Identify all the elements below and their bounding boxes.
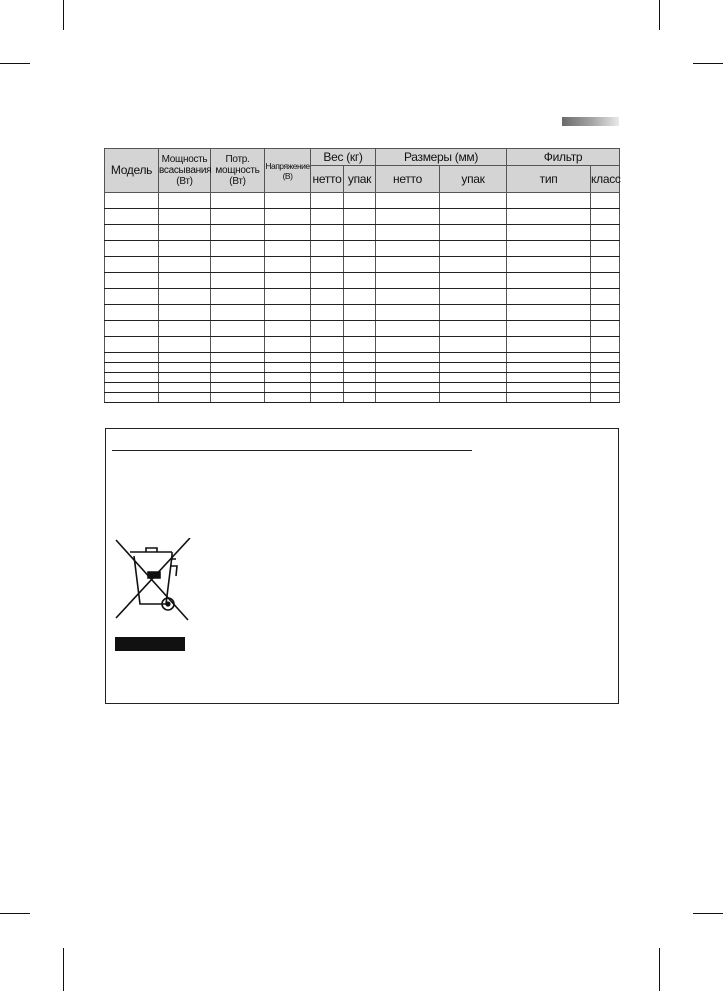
header-voltage: Напряжение (В) [265,149,311,193]
header-model: Модель [105,149,159,193]
table-row [105,353,620,363]
disposal-marking-bar [115,637,185,651]
crop-mark-top-left-v [63,0,64,30]
header-filter-class: класс [591,166,620,193]
header-weight-net: нетто [311,166,344,193]
header-weight: Вес (кг) [311,149,376,166]
table-row [105,393,620,403]
table-row [105,363,620,373]
crop-mark-top-right-h [693,63,723,64]
table-row [105,209,620,225]
table-row [105,225,620,241]
header-weight-pack: упак [344,166,376,193]
crop-mark-bottom-left-v [63,948,64,991]
header-dim-net: нетто [376,166,440,193]
header-filter-type: тип [507,166,591,193]
header-dimensions: Размеры (мм) [376,149,507,166]
disposal-notice-box [105,428,619,704]
crop-mark-bottom-right-v [659,948,660,991]
crop-mark-bottom-right-h [693,913,723,914]
table-row [105,305,620,321]
table-row [105,241,620,257]
table-body [105,193,620,403]
notice-title-rule [112,450,472,451]
header-suction-power: Мощность всасывания (Вт) [159,149,211,193]
table-row [105,257,620,273]
table-row [105,193,620,209]
header-filter: Фильтр [507,149,620,166]
table-row [105,337,620,353]
header-consumed-power: Потр. мощность (Вт) [211,149,265,193]
crossed-out-wheelie-bin-icon [110,538,194,622]
section-header-tab [562,117,619,126]
table-row [105,289,620,305]
crop-mark-top-left-h [0,63,30,64]
crop-mark-bottom-left-h [0,913,30,914]
header-dim-pack: упак [440,166,507,193]
table-row [105,273,620,289]
spec-table [104,148,620,403]
table-row [105,321,620,337]
table-row [105,373,620,383]
table-header-row-1 [105,149,620,166]
crop-mark-top-right-v [659,0,660,30]
table-row [105,383,620,393]
